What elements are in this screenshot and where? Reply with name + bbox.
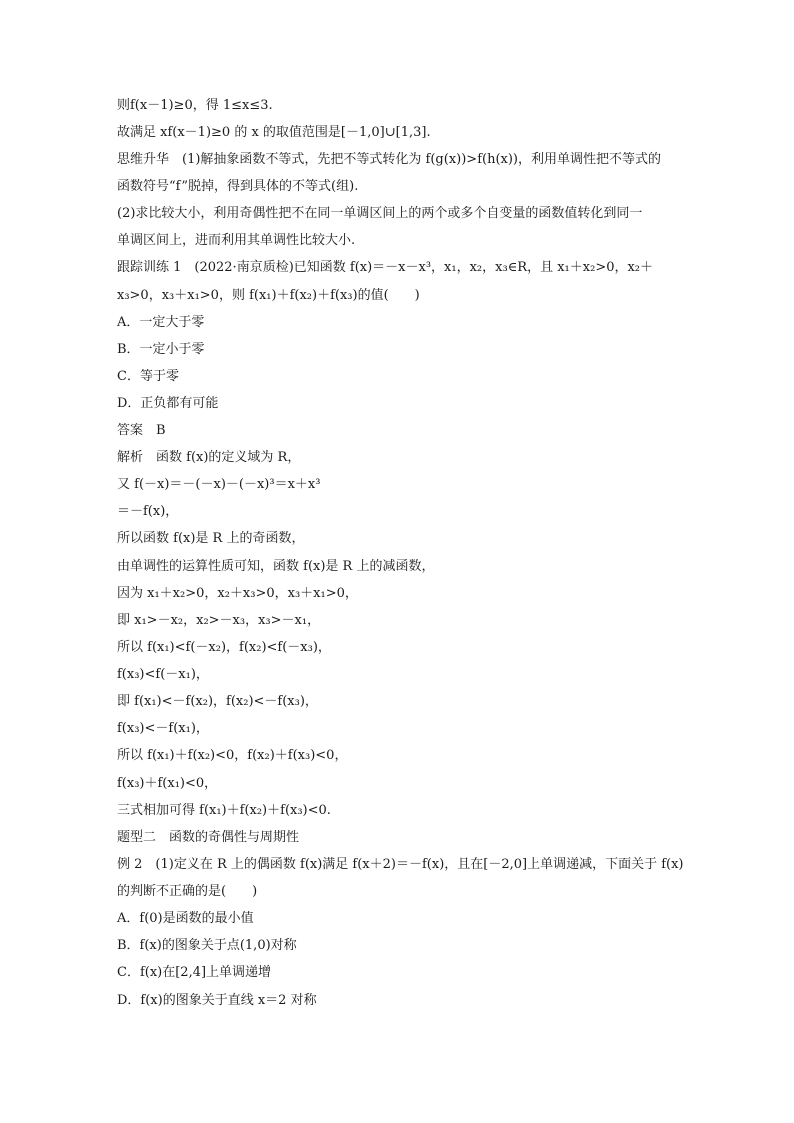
- text-line: 又 f(－x)＝－(－x)－(－x)³＝x＋x³: [117, 477, 321, 492]
- section-heading: 题型二 函数的奇偶性与周期性: [117, 830, 300, 845]
- text-line: x₃>0，x₃＋x₁>0，则 f(x₁)＋f(x₂)＋f(x₃)的值( ): [117, 288, 420, 303]
- text-line: f(x₃)<f(－x₁)，: [117, 667, 209, 682]
- option-d: D．正负都有可能: [117, 396, 219, 411]
- exercise-heading: 跟踪训练 1 (2022·南京质检)已知函数 f(x)＝－x－x³，x₁，x₂，x₃∈R，且 x₁＋x₂>0，x₂＋: [117, 260, 654, 275]
- text-line: 即 x₁>－x₂，x₂>－x₃，x₃>－x₁，: [117, 613, 321, 628]
- option-c: C．等于零: [117, 369, 179, 384]
- text-line: (2)求比较大小，利用奇偶性把不在同一单调区间上的两个或多个自变量的函数值转化到同一: [117, 206, 643, 221]
- text-line: ＝－f(x)，: [117, 504, 179, 519]
- answer-line: 答案 B: [117, 423, 166, 438]
- text-line: 三式相加可得 f(x₁)＋f(x₂)＋f(x₃)<0.: [117, 803, 331, 818]
- text-line: 即 f(x₁)<－f(x₂)，f(x₂)<－f(x₃)，: [117, 694, 318, 709]
- text-line: f(x₃)<－f(x₁)，: [117, 721, 209, 736]
- text-line: f(x₃)＋f(x₁)<0，: [117, 776, 218, 791]
- text-line: 的判断不正确的是( ): [117, 884, 258, 899]
- text-line: 则f(x－1)≥0，得 1≤x≤3.: [117, 98, 273, 113]
- option-b: B．一定小于零: [117, 342, 205, 357]
- text-line: 函数符号“f”脱掉，得到具体的不等式(组).: [117, 179, 359, 194]
- text-line: 所以函数 f(x)是 R 上的奇函数，: [117, 531, 305, 546]
- text-line: 由单调性的运算性质可知，函数 f(x)是 R 上的减函数，: [117, 559, 435, 574]
- option-b: B．f(x)的图象关于点(1,0)对称: [117, 938, 297, 953]
- analysis-line: 解析 函数 f(x)的定义域为 R，: [117, 450, 301, 465]
- option-a: A．f(0)是函数的最小值: [117, 911, 254, 926]
- option-a: A．一定大于零: [117, 315, 205, 330]
- text-line: 思维升华 (1)解抽象函数不等式，先把不等式转化为 f(g(x))>f(h(x))，利用单调性把不等式的: [117, 152, 661, 167]
- text-line: 因为 x₁＋x₂>0，x₂＋x₃>0，x₃＋x₁>0，: [117, 586, 358, 601]
- text-line: 所以 f(x₁)<f(－x₂)，f(x₂)<f(－x₃)，: [117, 640, 331, 655]
- example-heading: 例 2 (1)定义在 R 上的偶函数 f(x)满足 f(x＋2)＝－f(x)，且在[－2,0]上单调递减，下面关于 f(x): [117, 857, 684, 872]
- text-line: 所以 f(x₁)＋f(x₂)<0，f(x₂)＋f(x₃)<0，: [117, 748, 348, 763]
- option-c: C．f(x)在[2,4]上单调递增: [117, 965, 272, 980]
- text-line: 故满足 xf(x－1)≥0 的 x 的取值范围是[－1,0]∪[1,3].: [117, 125, 431, 140]
- text-line: 单调区间上，进而利用其单调性比较大小.: [117, 233, 356, 248]
- option-d: D．f(x)的图象关于直线 x＝2 对称: [117, 993, 317, 1008]
